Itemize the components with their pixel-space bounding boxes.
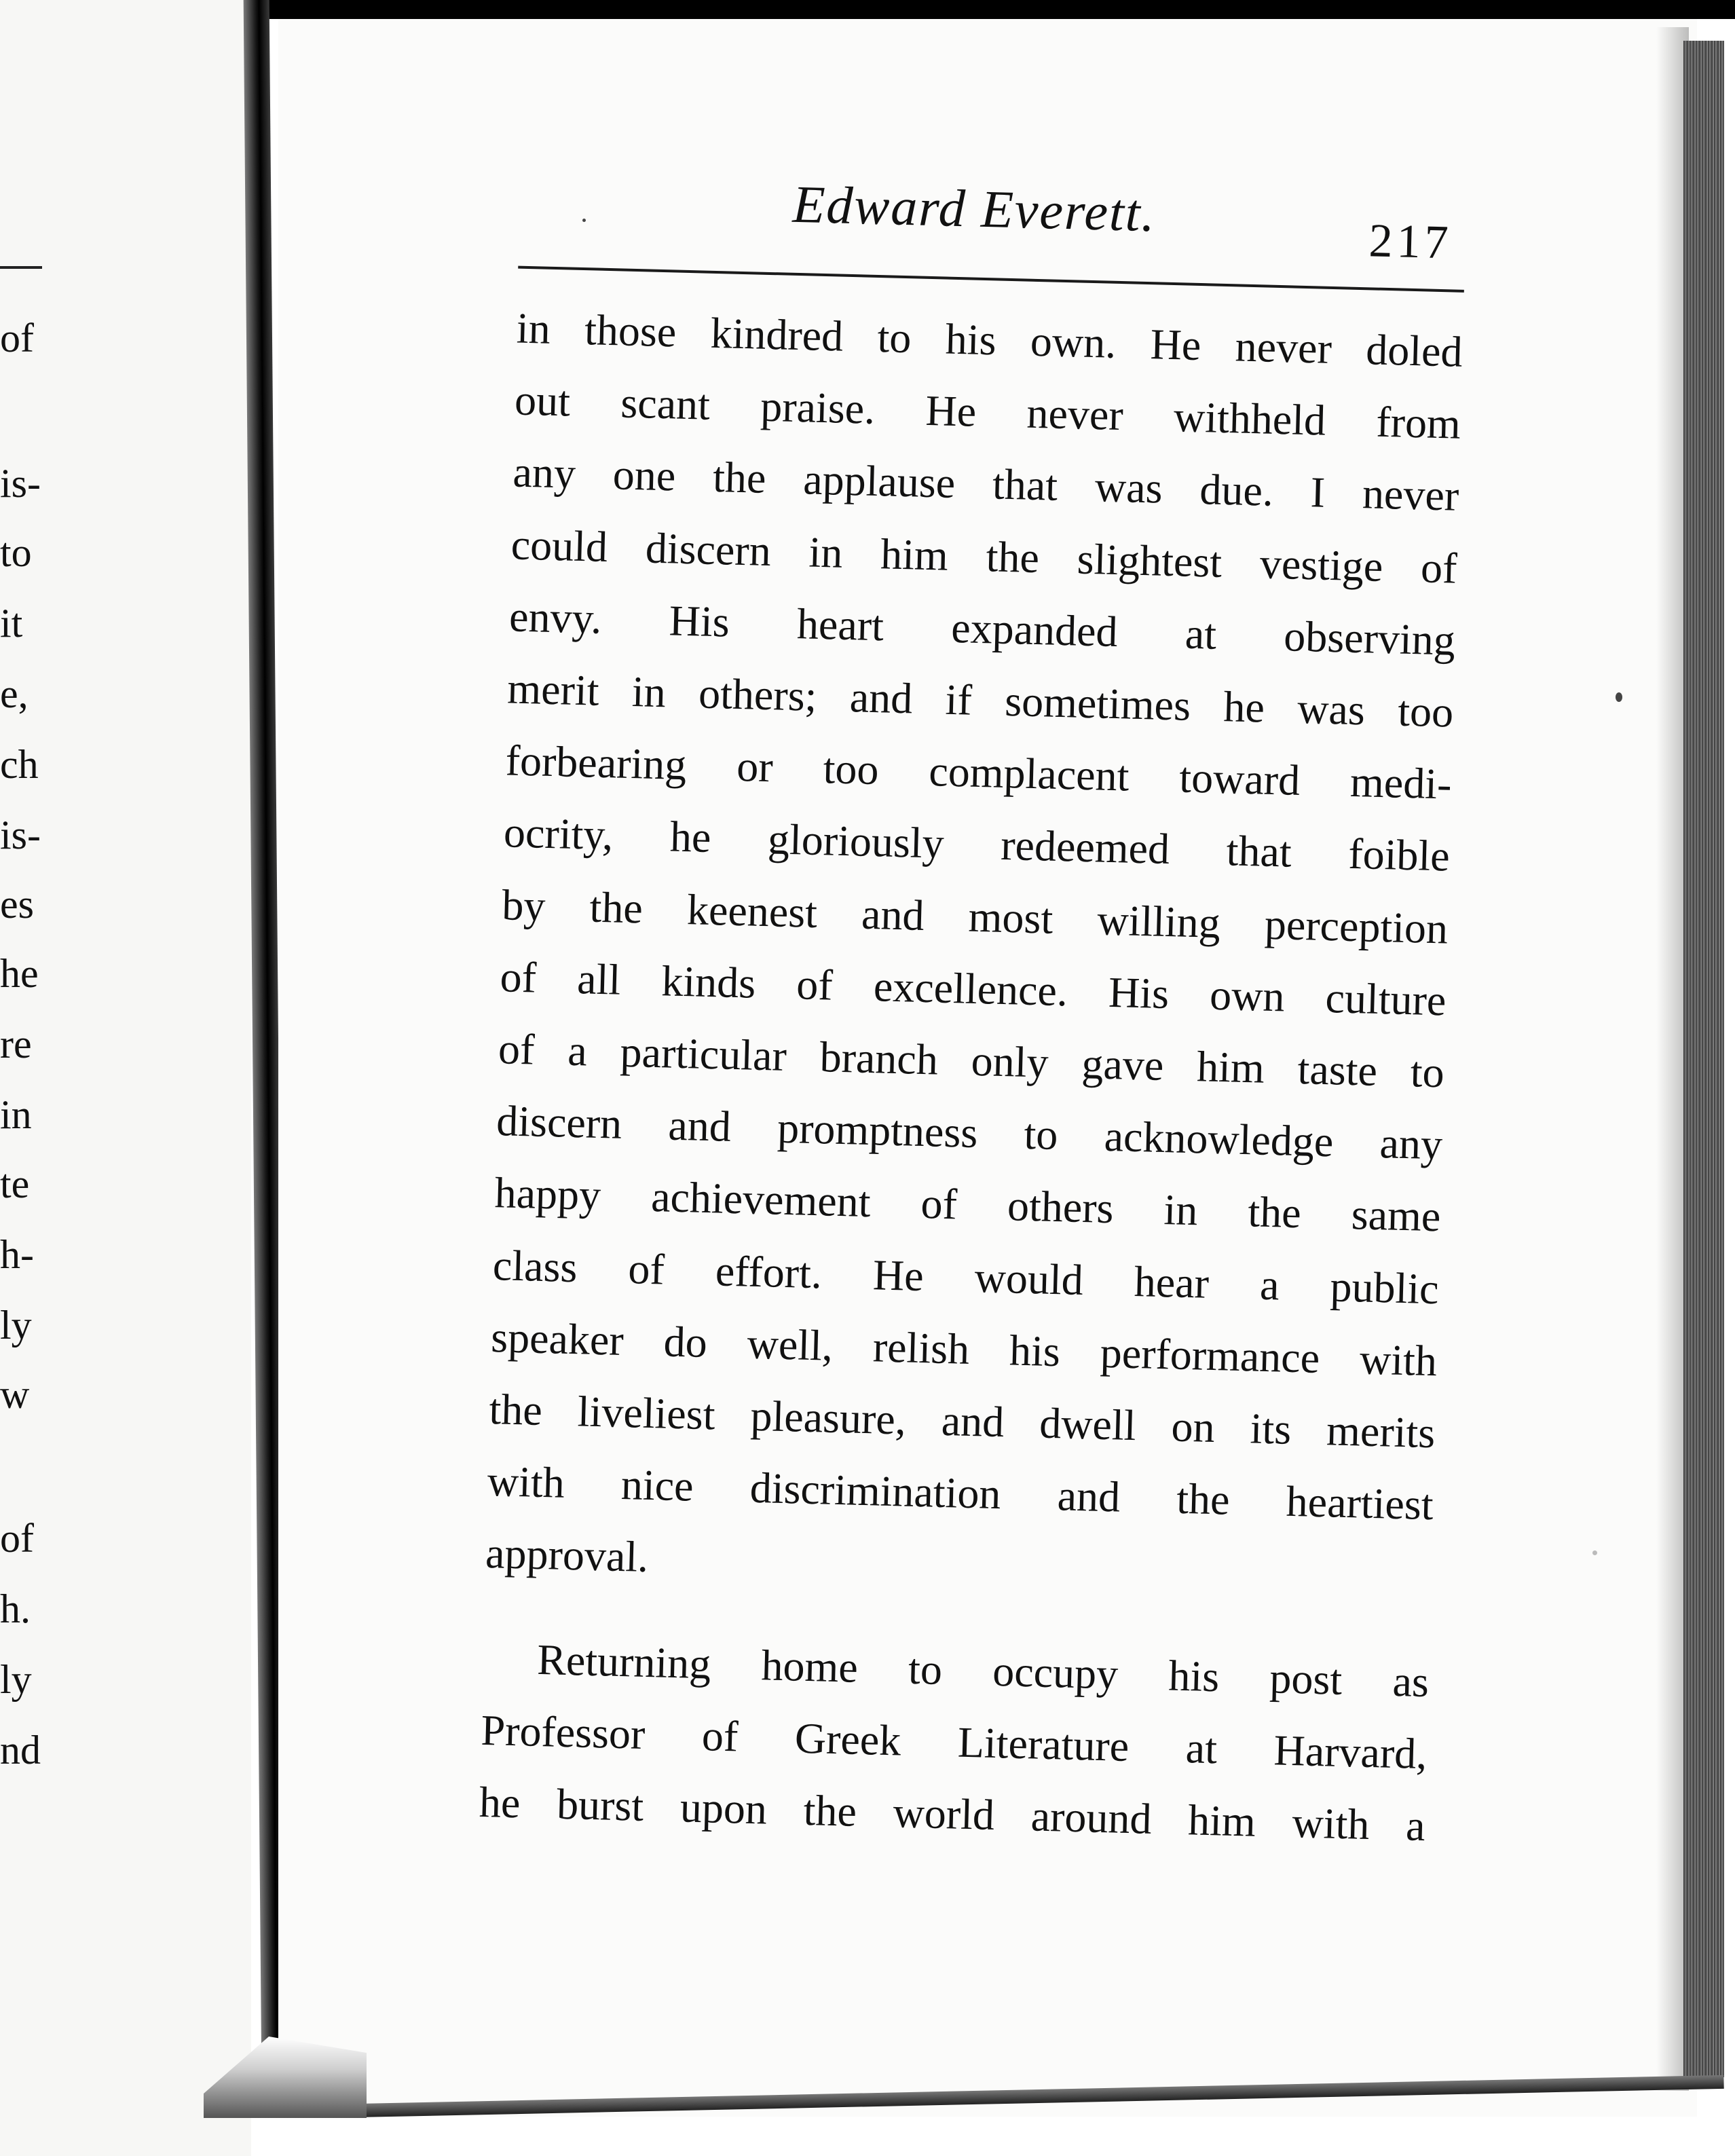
- body-line: could discern in him the slightest vestige of: [510, 520, 1458, 593]
- body-line: Professor of Greek Literature at Harvard,: [480, 1705, 1428, 1778]
- running-head: Edward Everett.: [791, 174, 1157, 243]
- scan-speck: [1616, 692, 1622, 702]
- scan-speck: [1592, 1550, 1597, 1555]
- left-page-fragment-text: es: [0, 882, 34, 927]
- body-line: he burst upon the world around him with a: [479, 1777, 1426, 1851]
- body-line: class of effort. He would hear a public: [492, 1240, 1440, 1313]
- body-line: envy. His heart expanded at observing: [508, 592, 1456, 665]
- left-page-fragment-text: nd: [0, 1728, 41, 1772]
- left-page-fragment-text: w: [0, 1372, 30, 1417]
- page-number: 217: [1368, 215, 1453, 270]
- body-line: with nice discrimination and the heartiest: [487, 1457, 1434, 1529]
- body-line: happy achievement of others in the same: [493, 1168, 1442, 1241]
- left-page-fragment-text: ch: [0, 742, 39, 787]
- left-page-fragment-text: is-: [0, 813, 41, 857]
- left-page-fragment-text: h.: [0, 1586, 31, 1631]
- body-line: by the keenest and most willing perception: [501, 880, 1449, 953]
- body-line: in those kindred to his own. He never doled: [516, 303, 1463, 376]
- left-page-fragment-text: re: [0, 1022, 32, 1066]
- left-page-fragment-text: ly: [0, 1657, 32, 1702]
- body-line: forbearing or too complacent toward medi-: [504, 736, 1453, 809]
- body-line: merit in others; and if sometimes he was too: [506, 664, 1455, 737]
- left-page-fragment-text: ly: [0, 1303, 32, 1348]
- left-page-fragment-text: of: [0, 1516, 34, 1561]
- left-page-fragment-text: in: [0, 1092, 32, 1137]
- scan-speck: [582, 219, 586, 222]
- left-page-fragment-text: he: [0, 951, 39, 996]
- left-page-fragment-text: of: [0, 316, 34, 360]
- body-line: of a particular branch only gave him taste to: [498, 1024, 1445, 1097]
- left-page-fragment-text: te: [0, 1161, 30, 1206]
- left-page-fragment-text: is-: [0, 461, 41, 506]
- body-line: discern and promptness to acknowledge any: [496, 1096, 1443, 1169]
- body-line: of all kinds of excellence. His own culture: [499, 952, 1447, 1025]
- body-line: any one the applause that was due. I never: [512, 447, 1460, 521]
- body-line: Returning home to occupy his post as: [536, 1635, 1430, 1706]
- body-line: out scant praise. He never withheld from: [514, 375, 1461, 448]
- body-line: speaker do well, relish his performance with: [490, 1312, 1438, 1386]
- body-line: ocrity, he gloriously redeemed that foible: [503, 808, 1451, 880]
- left-page-fragment-text: it: [0, 601, 23, 646]
- body-line: the liveliest pleasure, and dwell on its merits: [488, 1385, 1436, 1457]
- running-head-rule: [518, 266, 1464, 293]
- left-page-fragment-text: to: [0, 530, 32, 575]
- body-line: approval.: [485, 1529, 650, 1582]
- left-page-fragment-text: h-: [0, 1232, 34, 1277]
- left-page-fragment-text: e,: [0, 671, 29, 716]
